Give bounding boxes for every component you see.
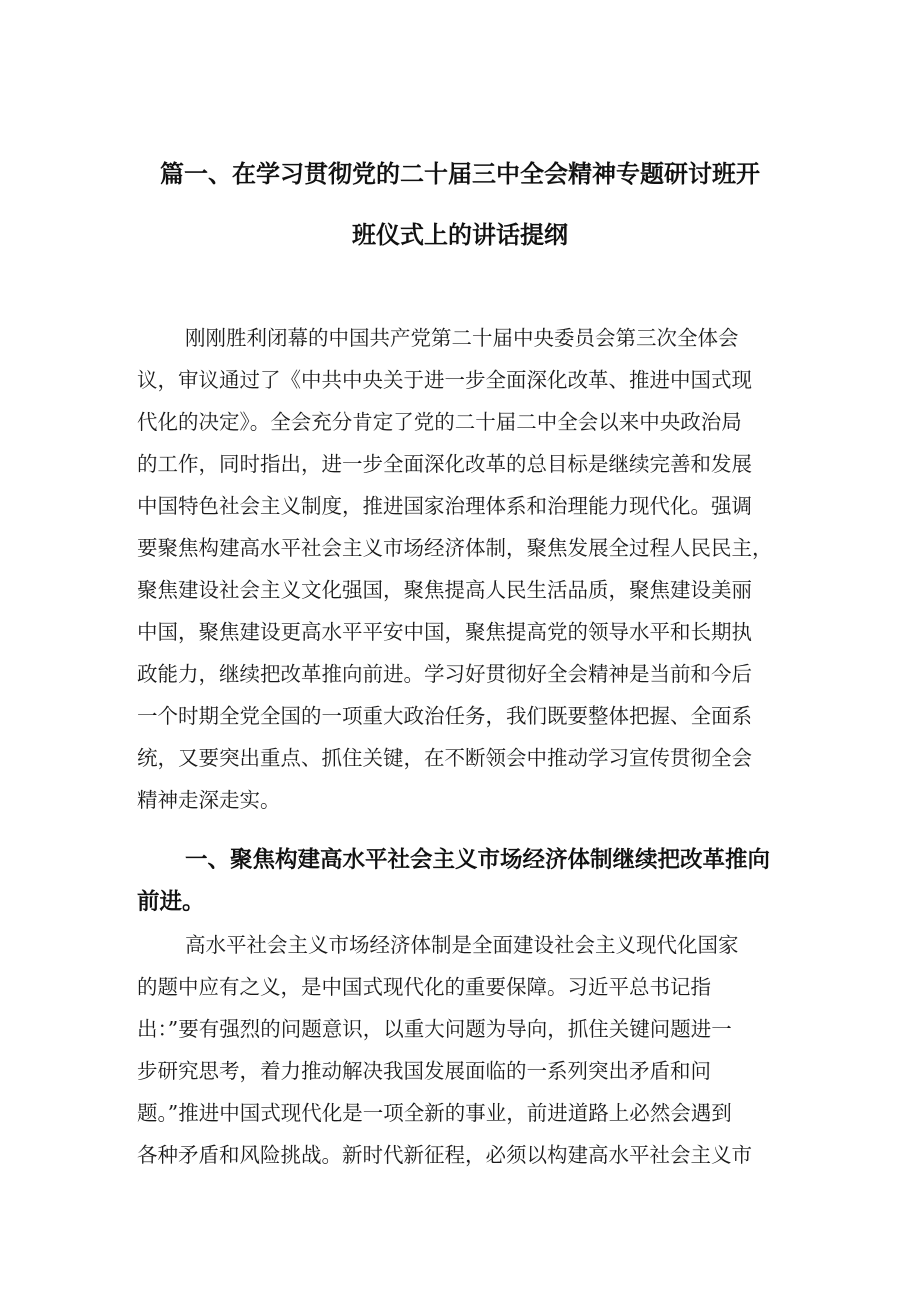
paragraph-line: 中国特色社会主义制度，推进国家治理体系和治理能力现代化。强调 (137, 494, 752, 518)
paragraph-line: 中国，聚焦建设更高水平平安中国，聚焦提高党的领导水平和长期执 (137, 620, 752, 644)
paragraph-line: 统，又要突出重点、抓住关键，在不断领会中推动学习宣传贯彻全会 (137, 746, 752, 770)
paragraph-line: 的题中应有之义，是中国式现代化的重要保障。习近平总书记指 (137, 975, 711, 999)
heading-line: 前进。 (137, 889, 205, 915)
paragraph-line: 政能力，继续把改革推向前进。学习好贯彻好全会精神是当前和今后 (137, 662, 752, 686)
paragraph-line: 精神走深走实。 (137, 788, 281, 812)
heading-line: 一、聚焦构建高水平社会主义市场经济体制继续把改革推向 (185, 847, 771, 873)
paragraph-line: 步研究思考，着力推动解决我国发展面临的一系列突出矛盾和问 (137, 1059, 711, 1083)
paragraph-line: 高水平社会主义市场经济体制是全面建设社会主义现代化国家 (185, 933, 739, 957)
paragraph-line: 聚焦建设社会主义文化强国，聚焦提高人民生活品质，聚焦建设美丽 (137, 578, 752, 602)
paragraph-line: 一个时期全党全国的一项重大政治任务，我们既要整体把握、全面系 (137, 704, 752, 728)
paragraph-line: 议，审议通过了《中共中央关于进一步全面深化改革、推进中国式现 (137, 368, 752, 392)
document-title-line-1: 篇一、在学习贯彻党的二十届三中全会精神专题研讨班开 (160, 160, 760, 188)
paragraph-line: 出：”要有强烈的问题意识，以重大问题为导向，抓住关键问题进一 (137, 1017, 732, 1041)
paragraph-line: 的工作，同时指出，进一步全面深化改革的总目标是继续完善和发展 (137, 452, 752, 476)
paragraph-line: 题。”推进中国式现代化是一项全新的事业，前进道路上必然会遇到 (137, 1101, 732, 1125)
paragraph-line: 代化的决定》。全会充分肯定了党的二十届二中全会以来中央政治局 (137, 410, 742, 434)
document-title-line-2: 班仪式上的讲话提纲 (352, 221, 568, 249)
paragraph-line: 要聚焦构建高水平社会主义市场经济体制，聚焦发展全过程人民民主， (137, 536, 773, 560)
paragraph-line: 刚刚胜利闭幕的中国共产党第二十届中央委员会第三次全体会 (185, 326, 739, 350)
paragraph-line: 各种矛盾和风险挑战。新时代新征程，必须以构建高水平社会主义市 (137, 1143, 752, 1167)
